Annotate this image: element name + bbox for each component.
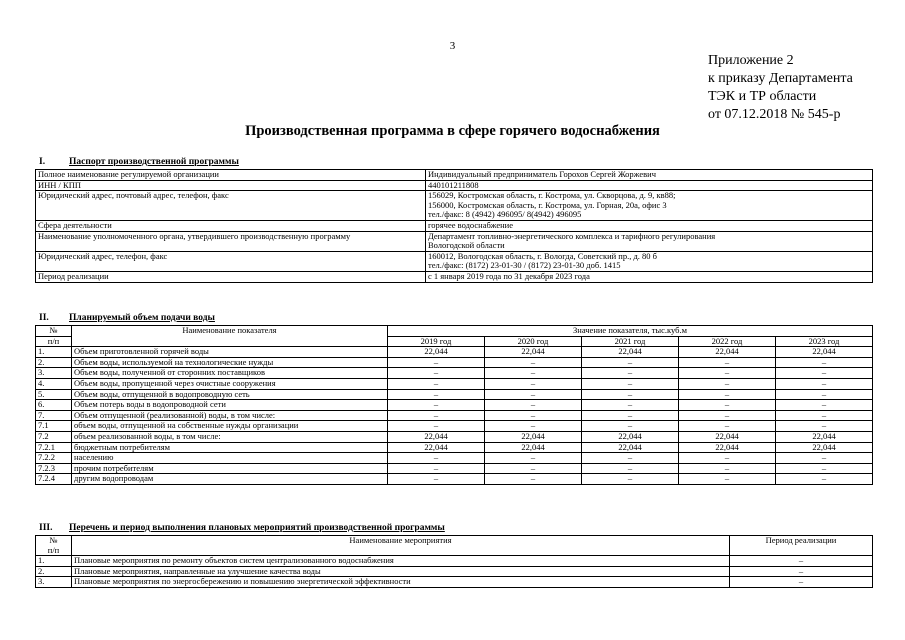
indicator-value: 22,044 bbox=[679, 347, 776, 358]
indicator-value: – bbox=[679, 389, 776, 400]
indicator-name: населению bbox=[72, 453, 388, 464]
appendix-line: ТЭК и ТР области bbox=[708, 89, 817, 104]
indicator-value: 22,044 bbox=[679, 431, 776, 442]
indicator-value: 22,044 bbox=[388, 347, 485, 358]
indicator-value: – bbox=[388, 474, 485, 485]
row-number: 7.2 bbox=[36, 431, 72, 442]
passport-row bbox=[36, 220, 873, 231]
section1-number: I. bbox=[39, 157, 46, 167]
passport-value-line: Индивидуальный предприниматель Горохов Сергей Жоржевич bbox=[428, 169, 657, 179]
volume-row bbox=[36, 410, 873, 421]
indicator-value: – bbox=[388, 453, 485, 464]
row-number: 6. bbox=[36, 400, 72, 411]
passport-row bbox=[36, 231, 873, 251]
indicator-name: Объем воды, используемой на технологические нужды bbox=[72, 357, 388, 368]
indicator-value: 22,044 bbox=[485, 442, 582, 453]
indicator-value: – bbox=[776, 389, 873, 400]
indicator-value: – bbox=[776, 378, 873, 389]
passport-value-line: 156029, Костромская область, г. Кострома, ул. Скворцова, д. 9, кв88; bbox=[428, 190, 676, 201]
indicator-value: 22,044 bbox=[485, 347, 582, 358]
document-title: Производственная программа в сфере горячего водоснабжения bbox=[245, 123, 660, 139]
passport-row bbox=[36, 251, 873, 271]
indicator-value: – bbox=[776, 410, 873, 421]
appendix-line: Приложение 2 bbox=[708, 53, 794, 68]
indicator-value: – bbox=[485, 474, 582, 485]
indicator-value: – bbox=[485, 389, 582, 400]
indicator-value: 22,044 bbox=[582, 347, 679, 358]
volume-row bbox=[36, 442, 873, 453]
volume-row bbox=[36, 431, 873, 442]
col-num-header-line1: № bbox=[49, 535, 58, 545]
col-name-header: Наименование показателя bbox=[72, 326, 388, 347]
indicator-name: Объем приготовленной горячей воды bbox=[72, 347, 388, 358]
passport-value bbox=[426, 191, 873, 221]
passport-value-line: тел./факс: 8 (4942) 496095/ 8(4942) 496095 bbox=[428, 209, 582, 220]
col-num-header-line2: п/п bbox=[47, 544, 60, 555]
passport-value-line: тел./факс: (8172) 23-01-30 / (8172) 23-01-30 доб. 1415 bbox=[428, 260, 621, 271]
passport-value bbox=[426, 231, 873, 251]
indicator-value: – bbox=[679, 453, 776, 464]
section2-number: II. bbox=[39, 313, 49, 323]
passport-row bbox=[36, 170, 873, 181]
indicator-value: – bbox=[388, 410, 485, 421]
year-header: 2023 год bbox=[776, 336, 873, 347]
passport-value bbox=[426, 170, 873, 181]
indicator-value: – bbox=[582, 463, 679, 474]
page-number: 3 bbox=[449, 40, 456, 52]
measures-header-row bbox=[36, 536, 873, 556]
passport-value-line: 156000, Костромская область, г. Кострома, ул. Горная, 20а, офис 3 bbox=[428, 199, 667, 210]
passport-value bbox=[426, 251, 873, 271]
indicator-value: – bbox=[485, 357, 582, 368]
indicator-value: – bbox=[582, 378, 679, 389]
indicator-value: – bbox=[582, 357, 679, 368]
passport-label: Период реализации bbox=[36, 271, 426, 282]
row-number: 3. bbox=[36, 368, 72, 379]
passport-row bbox=[36, 271, 873, 282]
indicator-value: 22,044 bbox=[776, 347, 873, 358]
volume-row bbox=[36, 357, 873, 368]
passport-value bbox=[426, 220, 873, 231]
volume-row bbox=[36, 389, 873, 400]
section1-heading bbox=[35, 157, 239, 167]
indicator-value: – bbox=[485, 463, 582, 474]
indicator-value: – bbox=[388, 378, 485, 389]
passport-row bbox=[36, 180, 873, 191]
passport-label: Наименование уполномоченного органа, утвердившего производственную программу bbox=[36, 231, 426, 251]
indicator-value: – bbox=[485, 410, 582, 421]
indicator-name: Объем отпущенной (реализованной) воды, в том числе: bbox=[72, 410, 388, 421]
measure-period: – bbox=[730, 566, 873, 577]
volume-row bbox=[36, 474, 873, 485]
passport-row bbox=[36, 191, 873, 221]
measure-row bbox=[36, 577, 873, 588]
row-number: 7.2.2 bbox=[36, 453, 72, 464]
indicator-value: – bbox=[388, 357, 485, 368]
indicator-value: 22,044 bbox=[776, 431, 873, 442]
measure-name: Плановые мероприятия, направленные на улучшение качества воды bbox=[72, 566, 730, 577]
row-number: 5. bbox=[36, 389, 72, 400]
passport-value-line: Вологодской области bbox=[428, 240, 505, 251]
year-header: 2021 год bbox=[582, 336, 679, 347]
measure-row bbox=[36, 556, 873, 567]
section1-title: Паспорт производственной программы bbox=[69, 157, 239, 167]
indicator-value: 22,044 bbox=[582, 431, 679, 442]
row-number: 2. bbox=[36, 566, 72, 577]
col-num-header-2: п/п bbox=[36, 336, 72, 347]
indicator-value: – bbox=[582, 453, 679, 464]
col-period-header: Период реализации bbox=[730, 536, 873, 556]
volume-row bbox=[36, 421, 873, 432]
indicator-name: объем реализованной воды, в том числе: bbox=[72, 431, 388, 442]
passport-value bbox=[426, 180, 873, 191]
indicator-value: – bbox=[388, 368, 485, 379]
section3-number: III. bbox=[39, 523, 53, 533]
passport-value-line: 160012, Вологодская область, г. Вологда, Советский пр., д. 80 б bbox=[428, 251, 658, 261]
measure-row bbox=[36, 566, 873, 577]
indicator-value: – bbox=[582, 410, 679, 421]
indicator-name: Объем воды, полученной от сторонних поставщиков bbox=[72, 368, 388, 379]
passport-value bbox=[426, 271, 873, 282]
row-number: 1. bbox=[36, 347, 72, 358]
indicator-name: другим водопроводам bbox=[72, 474, 388, 485]
indicator-value: – bbox=[679, 368, 776, 379]
passport-label: Юридический адрес, телефон, факс bbox=[36, 251, 426, 271]
passport-label: Юридический адрес, почтовый адрес, телефон, факс bbox=[36, 191, 426, 221]
indicator-value: – bbox=[388, 400, 485, 411]
passport-value-line: Департамент топливно-энергетического комплекса и тарифного регулирования bbox=[428, 231, 716, 241]
row-number: 7. bbox=[36, 410, 72, 421]
indicator-value: – bbox=[679, 421, 776, 432]
indicator-value: – bbox=[582, 400, 679, 411]
appendix-line: к приказу Департамента bbox=[708, 71, 853, 86]
col-num-header bbox=[36, 536, 72, 556]
passport-label: ИНН / КПП bbox=[36, 180, 426, 191]
section2-heading bbox=[35, 313, 215, 323]
row-number: 1. bbox=[36, 556, 72, 567]
indicator-value: – bbox=[679, 474, 776, 485]
indicator-value: – bbox=[582, 368, 679, 379]
volume-header-row bbox=[36, 326, 873, 337]
year-header: 2019 год bbox=[388, 336, 485, 347]
passport-value-line: горячее водоснабжение bbox=[428, 220, 513, 230]
year-header: 2022 год bbox=[679, 336, 776, 347]
indicator-value: 22,044 bbox=[388, 442, 485, 453]
measure-period: – bbox=[730, 556, 873, 567]
indicator-name: объем воды, отпущенной на собственные нужды организации bbox=[72, 421, 388, 432]
volume-row bbox=[36, 400, 873, 411]
indicator-value: – bbox=[485, 400, 582, 411]
measures-table bbox=[35, 535, 873, 588]
year-header: 2020 год bbox=[485, 336, 582, 347]
indicator-name: прочим потребителям bbox=[72, 463, 388, 474]
indicator-value: – bbox=[776, 463, 873, 474]
passport-table bbox=[35, 169, 873, 283]
volume-row bbox=[36, 347, 873, 358]
indicator-value: – bbox=[679, 463, 776, 474]
volume-row bbox=[36, 378, 873, 389]
indicator-value: 22,044 bbox=[776, 442, 873, 453]
indicator-value: – bbox=[776, 453, 873, 464]
section2-title: Планируемый объем подачи воды bbox=[69, 313, 215, 323]
section3-title: Перечень и период выполнения плановых мероприятий производственной программы bbox=[69, 523, 445, 533]
indicator-value: – bbox=[582, 389, 679, 400]
col-value-header: Значение показателя, тыс.куб.м bbox=[388, 326, 873, 337]
measure-name: Плановые мероприятия по энергосбережению и повышению энергетической эффективности bbox=[72, 577, 730, 588]
indicator-value: – bbox=[776, 474, 873, 485]
indicator-value: – bbox=[679, 378, 776, 389]
row-number: 7.2.3 bbox=[36, 463, 72, 474]
indicator-value: – bbox=[776, 357, 873, 368]
indicator-value: – bbox=[776, 421, 873, 432]
indicator-value: 22,044 bbox=[485, 431, 582, 442]
row-number: 4. bbox=[36, 378, 72, 389]
indicator-value: – bbox=[582, 421, 679, 432]
passport-value-line: с 1 января 2019 года по 31 декабря 2023 года bbox=[428, 271, 590, 281]
indicator-value: – bbox=[485, 368, 582, 379]
indicator-name: Объем воды, пропущенной через очистные сооружения bbox=[72, 378, 388, 389]
appendix-block bbox=[708, 52, 853, 124]
measure-period: – bbox=[730, 577, 873, 588]
indicator-value: – bbox=[485, 421, 582, 432]
indicator-value: – bbox=[388, 389, 485, 400]
row-number: 7.2.1 bbox=[36, 442, 72, 453]
indicator-value: – bbox=[388, 463, 485, 474]
volume-row bbox=[36, 368, 873, 379]
indicator-value: – bbox=[776, 368, 873, 379]
indicator-value: – bbox=[388, 421, 485, 432]
indicator-name: бюджетным потребителям bbox=[72, 442, 388, 453]
indicator-value: – bbox=[485, 378, 582, 389]
section3-heading bbox=[35, 523, 445, 533]
indicator-value: – bbox=[485, 453, 582, 464]
appendix-line: от 07.12.2018 № 545-р bbox=[708, 107, 841, 122]
col-num-header: № bbox=[36, 326, 72, 337]
indicator-value: 22,044 bbox=[388, 431, 485, 442]
passport-value-line: 440101211808 bbox=[428, 180, 479, 190]
volume-row bbox=[36, 463, 873, 474]
indicator-value: – bbox=[679, 357, 776, 368]
col-measure-header: Наименование мероприятия bbox=[72, 536, 730, 556]
indicator-value: – bbox=[679, 410, 776, 421]
passport-label: Полное наименование регулируемой организации bbox=[36, 170, 426, 181]
volume-row bbox=[36, 453, 873, 464]
passport-label: Сфера деятельности bbox=[36, 220, 426, 231]
indicator-name: Объем потерь воды в водопроводной сети bbox=[72, 400, 388, 411]
volume-table bbox=[35, 325, 873, 485]
indicator-value: – bbox=[582, 474, 679, 485]
indicator-value: – bbox=[679, 400, 776, 411]
row-number: 7.2.4 bbox=[36, 474, 72, 485]
measure-name: Плановые мероприятия по ремонту объектов систем централизованного водоснабжения bbox=[72, 556, 730, 567]
indicator-name: Объем воды, отпущенной в водопроводную сеть bbox=[72, 389, 388, 400]
row-number: 2. bbox=[36, 357, 72, 368]
indicator-value: – bbox=[776, 400, 873, 411]
indicator-value: 22,044 bbox=[679, 442, 776, 453]
indicator-value: 22,044 bbox=[582, 442, 679, 453]
row-number: 7.1 bbox=[36, 421, 72, 432]
row-number: 3. bbox=[36, 577, 72, 588]
